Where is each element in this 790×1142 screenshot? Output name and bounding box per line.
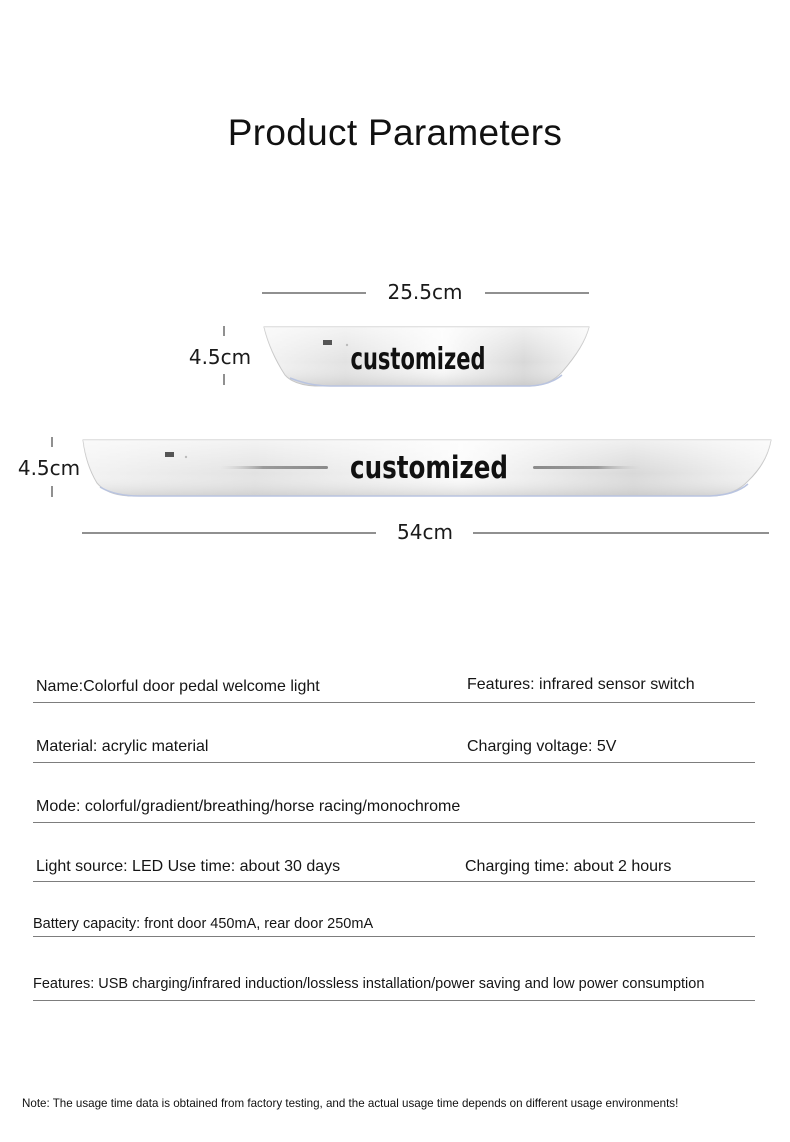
spec-features-list: Features: USB charging/infrared induction/lossless installation/power saving and low power consumption xyxy=(33,976,705,992)
page-title: Product Parameters xyxy=(227,112,563,153)
row-divider xyxy=(33,1000,755,1001)
spec-row-1 xyxy=(33,670,755,703)
large-pedal-height-label: 4.5cm xyxy=(17,456,81,480)
row-divider xyxy=(33,936,755,937)
small-pedal-logo-text: customized xyxy=(350,342,486,377)
spec-material: Material: acrylic material xyxy=(36,738,209,755)
right-light-strip xyxy=(533,466,641,469)
spec-mode: Mode: colorful/gradient/breathing/horse racing/monochrome xyxy=(36,798,461,815)
spec-battery-capacity: Battery capacity: front door 450mA, rear door 250mA xyxy=(33,916,374,932)
spec-row-2 xyxy=(33,731,755,763)
spec-features-sensor: Features: infrared sensor switch xyxy=(467,676,695,693)
row-divider xyxy=(33,822,755,823)
spec-row-5 xyxy=(33,909,755,937)
spec-row-3 xyxy=(33,791,755,823)
small-pedal-height-dimension xyxy=(189,326,251,385)
spec-charging-voltage: Charging voltage: 5V xyxy=(467,738,617,755)
spec-row-6 xyxy=(33,969,755,1001)
row-divider xyxy=(33,702,755,703)
small-pedal-width-label: 25.5cm xyxy=(387,280,463,304)
small-pedal xyxy=(264,327,589,386)
spec-row-4 xyxy=(33,851,755,882)
large-pedal-logo-text: customized xyxy=(350,450,508,486)
footer-note: Note: The usage time data is obtained from factory testing, and the actual usage time depends on different usage environments! xyxy=(22,1097,679,1110)
large-pedal-width-label: 54cm xyxy=(397,520,453,544)
large-pedal-sensor-icon xyxy=(165,452,174,457)
small-pedal-width-dimension xyxy=(262,280,589,304)
small-pedal-height-label: 4.5cm xyxy=(188,345,252,369)
row-divider xyxy=(33,762,755,763)
large-pedal-width-dimension xyxy=(82,520,769,544)
large-pedal-height-dimension xyxy=(18,437,80,497)
spec-charging-time: Charging time: about 2 hours xyxy=(465,858,672,875)
left-light-strip xyxy=(220,466,328,469)
large-pedal xyxy=(83,440,771,496)
spec-name: Name:Colorful door pedal welcome light xyxy=(36,678,320,695)
spec-light-source: Light source: LED Use time: about 30 days xyxy=(36,858,341,875)
row-divider xyxy=(33,881,755,882)
small-pedal-sensor-icon xyxy=(323,340,332,345)
